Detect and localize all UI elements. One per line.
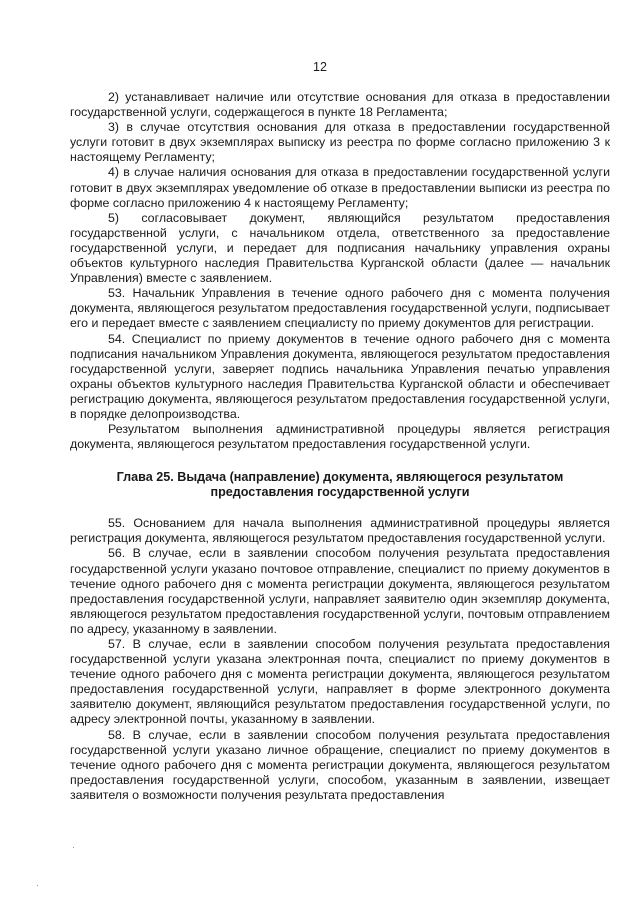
paragraph-item-5: 5) согласовывает документ, являющийся результатом предоставления государственной услуги, с начальником отдела, ответственного за предоставление государственной услуги, и передает для подписания начальнику управления охраны объектов культурного наследия Правительства Курганской области (далее — начальник Управления) вместе с заявлением. — [70, 210, 610, 286]
scan-speck: · — [36, 880, 39, 890]
paragraph-56: 56. В случае, если в заявлении способом получения результата предоставления государственной услуги указано почтовое отправление, специалист по приему документов в течение одного рабочего дня с момента регистрации документа, являющегося результатом предоставления государственной услуги, направляет заявителю один экземпляр документа, являющегося результатом предоставления государственной услуги, почтовым отправлением по адресу, указанному в заявлении. — [70, 546, 610, 636]
paragraph-57: 57. В случае, если в заявлении способом получения результата предоставления государственной услуги указана электронная почта, специалист по приему документов в течение одного рабочего дня с момента регистрации документа, являющегося результатом предоставления государственной услуги, направляет в форме электронного документа заявителю документ, являющийся результатом предоставления государственной услуги, по адресу электронной почты, указанному в заявлении. — [70, 637, 610, 727]
document-body — [70, 90, 610, 803]
paragraph-58: 58. В случае, если в заявлении способом получения результата предоставления государственной услуги указано личное обращение, специалист по приему документов в течение одного рабочего дня с момента регистрации документа, являющегося результатом предоставления государственной услуги, способом, указанным в заявлении, извещает заявителя о возможности получения результата предоставления — [70, 727, 610, 802]
paragraph-item-4: 4) в случае наличия основания для отказа в предоставлении государственной услуги готовит в двух экземплярах уведомление об отказе в предоставлении выписки из реестра по форме согласно приложению 4 к настоящему Регламенту; — [70, 165, 610, 210]
scan-speck: · — [72, 842, 75, 852]
chapter-heading — [70, 470, 610, 500]
paragraph-54: 54. Специалист по приему документов в течение одного рабочего дня с момента подписания начальником Управления документа, являющегося результатом предоставления государственной услуги, заверяет подпись начальника Управления печатью управления охраны объектов культурного наследия Правительства Курганской области и обеспечивает регистрацию документа, являющегося результатом предоставления государственной услуги, в порядке делопроизводства. — [70, 331, 610, 421]
chapter-heading-line-2: предоставления государственной услуги — [210, 485, 470, 500]
chapter-heading-line-1: Глава 25. Выдача (направление) документа, являющегося результатом — [116, 470, 564, 485]
paragraph-55: 55. Основанием для начала выполнения административной процедуры является регистрация документа, являющегося результатом предоставления государственной услуги. — [70, 516, 610, 546]
paragraph-item-2: 2) устанавливает наличие или отсутствие основания для отказа в предоставлении государственной услуги, содержащегося в пункте 18 Регламента; — [70, 90, 610, 120]
page-number: 12 — [313, 60, 327, 74]
paragraph-item-3: 3) в случае отсутствия основания для отказа в предоставлении государственной услуги готовит в двух экземплярах выписку из реестра по форме согласно приложению 3 к настоящему Регламенту; — [70, 120, 610, 165]
paragraph-result: Результатом выполнения административной процедуры является регистрация документа, являющегося результатом предоставления государственной услуги. — [70, 422, 610, 452]
paragraph-53: 53. Начальник Управления в течение одного рабочего дня с момента получения документа, являющегося результатом предоставления государственной услуги, подписывает его и передает вместе с заявлением специалисту по приему документов для регистрации. — [70, 286, 610, 331]
